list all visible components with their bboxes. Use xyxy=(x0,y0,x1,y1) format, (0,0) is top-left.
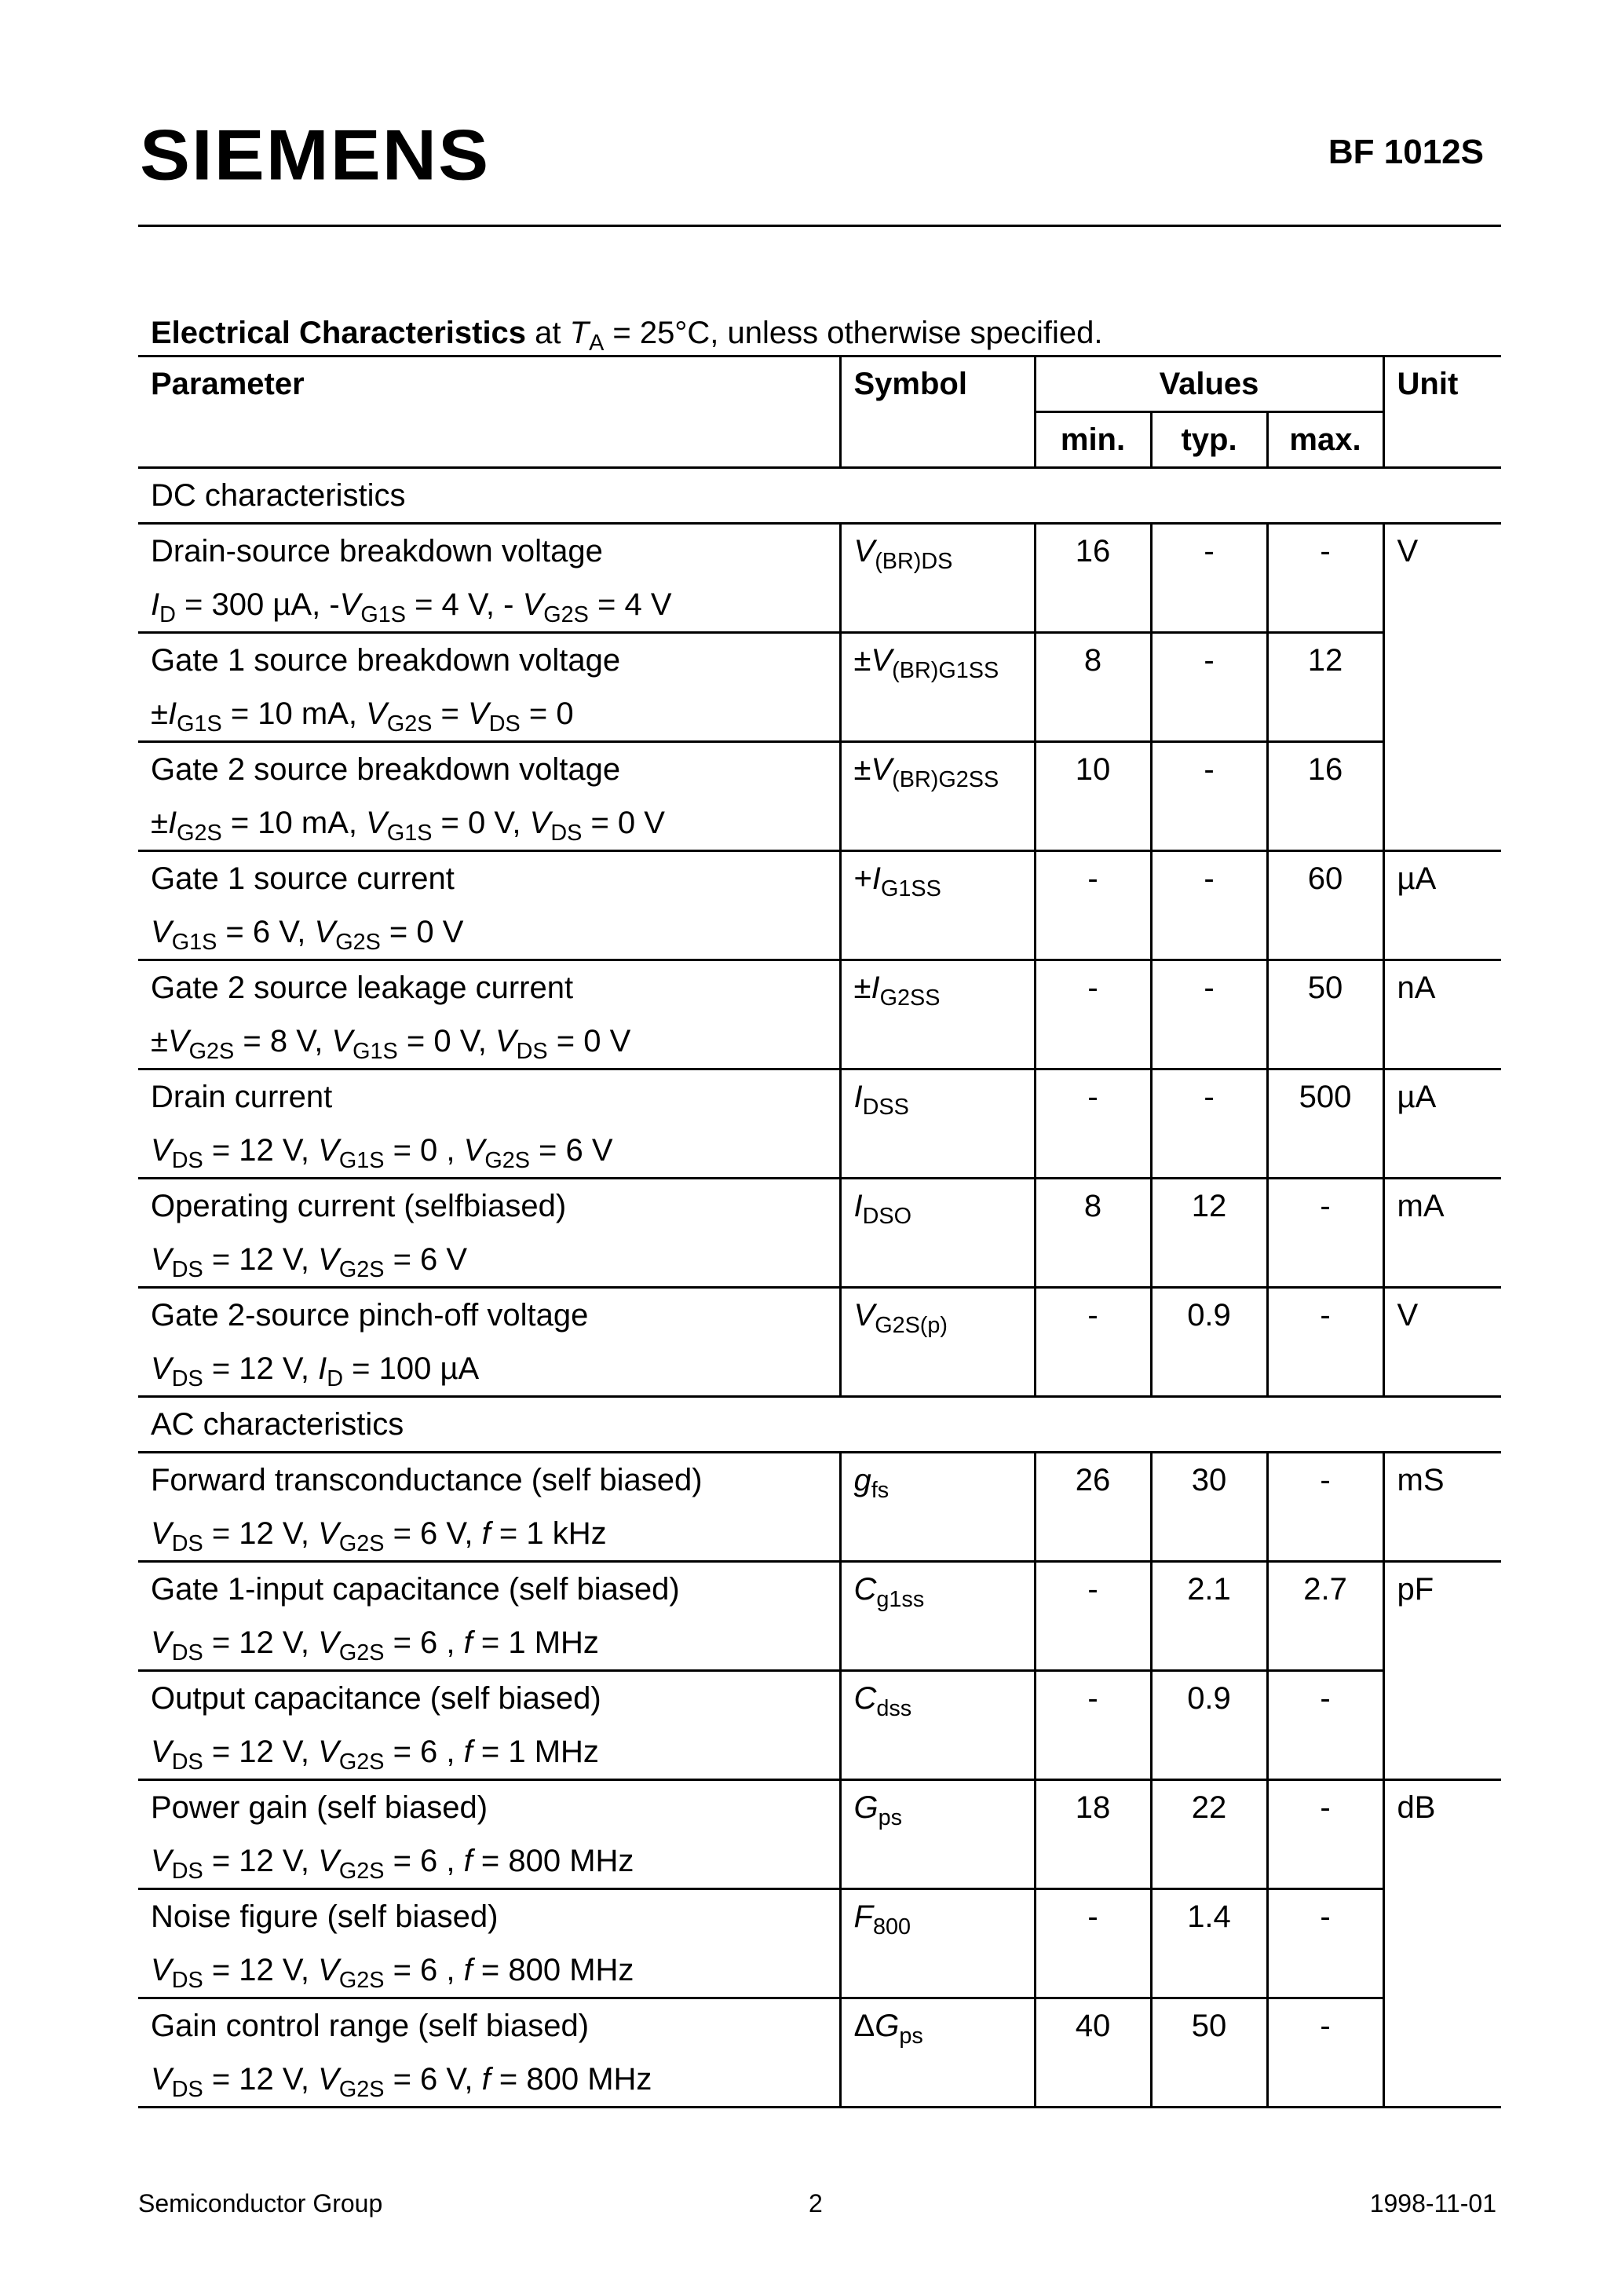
unit-cell: µA xyxy=(1383,851,1501,960)
parameter-conditions: $V_{DS} = 12$ V, $V_{G2S} = 6$ V xyxy=(151,1242,468,1283)
footer-date: 1998-11-01 xyxy=(1369,2189,1496,2217)
section-title: AC characteristics xyxy=(138,1397,1501,1453)
typ-value: 22 xyxy=(1151,1780,1267,1889)
table-row xyxy=(138,1288,1501,1397)
symbol-cell: $C_{g1ss}$ xyxy=(840,1562,1035,1671)
parameter-cell xyxy=(138,1069,840,1179)
caption-bold: Electrical Characteristics xyxy=(151,316,527,350)
parameter-conditions: $\pm I_{G1S} = 10$ mA, $V_{G2S} = V_{DS} = 0$ xyxy=(151,696,574,737)
parameter-cell xyxy=(138,1998,840,2108)
max-value: - xyxy=(1267,1998,1383,2108)
parameter-name: Gain control range (self biased) xyxy=(151,2009,590,2043)
parameter-name: Operating current (selfbiased) xyxy=(151,1189,567,1223)
table-row xyxy=(138,524,1501,633)
parameter-name: Power gain (self biased) xyxy=(151,1790,488,1825)
parameter-name: Output capacitance (self biased) xyxy=(151,1681,601,1716)
min-value: - xyxy=(1035,1069,1151,1179)
col-header-symbol: Symbol xyxy=(840,356,1035,468)
typ-value: - xyxy=(1151,742,1267,851)
typ-value: 2.1 xyxy=(1151,1562,1267,1671)
symbol-cell: $\pm I_{G2SS}$ xyxy=(840,960,1035,1069)
parameter-name: Drain current xyxy=(151,1080,333,1114)
symbol-cell: $g_{fs}$ xyxy=(840,1453,1035,1562)
max-value: - xyxy=(1267,1288,1383,1397)
min-value: - xyxy=(1035,1889,1151,1998)
parameter-cell xyxy=(138,1288,840,1397)
max-value: 50 xyxy=(1267,960,1383,1069)
max-value: 2.7 xyxy=(1267,1562,1383,1671)
parameter-cell xyxy=(138,1671,840,1780)
unit-cell: pF xyxy=(1383,1562,1501,1671)
parameter-cell xyxy=(138,1780,840,1889)
typ-value: - xyxy=(1151,1069,1267,1179)
document-id: BF 1012S xyxy=(1328,133,1484,171)
table-row xyxy=(138,960,1501,1069)
max-value: 12 xyxy=(1267,633,1383,742)
table-row xyxy=(138,851,1501,960)
parameter-cell xyxy=(138,851,840,960)
max-value: - xyxy=(1267,1671,1383,1780)
symbol-cell: $V_{(BR)DS}$ xyxy=(840,524,1035,633)
max-value: 16 xyxy=(1267,742,1383,851)
unit-cell xyxy=(1383,633,1501,742)
parameter-conditions: $\pm V_{G2S} = 8$ V, $V_{G1S} = 0$ V, $V_{DS} = 0$ V xyxy=(151,1024,631,1065)
parameter-conditions: $V_{G1S} = 6$ V, $V_{G2S} = 0$ V xyxy=(151,915,464,956)
max-value: - xyxy=(1267,524,1383,633)
max-value: - xyxy=(1267,1780,1383,1889)
typ-value: 0.9 xyxy=(1151,1671,1267,1780)
unit-cell: µA xyxy=(1383,1069,1501,1179)
parameter-cell xyxy=(138,1562,840,1671)
table-row xyxy=(138,1069,1501,1179)
parameter-cell xyxy=(138,742,840,851)
unit-cell xyxy=(1383,742,1501,851)
min-value: 26 xyxy=(1035,1453,1151,1562)
col-header-max: max. xyxy=(1267,412,1383,468)
max-value: 60 xyxy=(1267,851,1383,960)
table-row xyxy=(138,1671,1501,1780)
parameter-name: Gate 2 source leakage current xyxy=(151,971,574,1005)
caption-rest: = 25°C, unless otherwise specified. xyxy=(604,316,1103,350)
min-value: - xyxy=(1035,1562,1151,1671)
parameter-conditions: $V_{DS} = 12$ V, $V_{G1S} = 0$ , $V_{G2S} = 6$ V xyxy=(151,1133,613,1174)
symbol-cell: $+I_{G1SS}$ xyxy=(840,851,1035,960)
section-title: DC characteristics xyxy=(138,468,1501,524)
typ-value: 0.9 xyxy=(1151,1288,1267,1397)
symbol-cell: $\Delta G_{ps}$ xyxy=(840,1998,1035,2108)
caption-sub: A xyxy=(589,331,605,356)
footer-left: Semiconductor Group xyxy=(138,2189,383,2217)
table-row xyxy=(138,1453,1501,1562)
min-value: 8 xyxy=(1035,1179,1151,1288)
parameter-conditions: $V_{DS} = 12$ V, $V_{G2S} = 6$ , f = 1 MHz xyxy=(151,1625,599,1666)
col-header-values: Values xyxy=(1035,356,1383,412)
min-value: - xyxy=(1035,1288,1151,1397)
electrical-characteristics-table xyxy=(138,355,1501,2108)
min-value: - xyxy=(1035,1671,1151,1780)
symbol-cell: $I_{DSS}$ xyxy=(840,1069,1035,1179)
parameter-conditions: $V_{DS} = 12$ V, $V_{G2S} = 6$ V, f = 1 kHz xyxy=(151,1516,607,1557)
parameter-name: Noise figure (self biased) xyxy=(151,1899,499,1934)
section-row xyxy=(138,1397,1501,1453)
parameter-name: Gate 1 source breakdown voltage xyxy=(151,643,621,678)
unit-cell xyxy=(1383,1998,1501,2108)
col-header-min: min. xyxy=(1035,412,1151,468)
parameter-name: Gate 1 source current xyxy=(151,861,455,896)
caption-at: at xyxy=(526,316,570,350)
caption-symbol: T xyxy=(569,316,590,350)
parameter-cell xyxy=(138,960,840,1069)
symbol-cell: $V_{G2S(p)}$ xyxy=(840,1288,1035,1397)
symbol-cell: $I_{DSO}$ xyxy=(840,1179,1035,1288)
col-header-unit: Unit xyxy=(1383,356,1501,468)
unit-cell: V xyxy=(1383,1288,1501,1397)
table-row xyxy=(138,1889,1501,1998)
parameter-cell xyxy=(138,1889,840,1998)
table-row xyxy=(138,1998,1501,2108)
min-value: - xyxy=(1035,960,1151,1069)
col-header-typ: typ. xyxy=(1151,412,1267,468)
table-caption xyxy=(151,314,1103,356)
min-value: 10 xyxy=(1035,742,1151,851)
unit-cell: mS xyxy=(1383,1453,1501,1562)
unit-cell xyxy=(1383,1889,1501,1998)
table-row xyxy=(138,742,1501,851)
min-value: 8 xyxy=(1035,633,1151,742)
typ-value: - xyxy=(1151,960,1267,1069)
parameter-conditions: $V_{DS} = 12$ V, $V_{G2S} = 6$ , f = 800 MHz xyxy=(151,1953,634,1994)
max-value: 500 xyxy=(1267,1069,1383,1179)
unit-cell: V xyxy=(1383,524,1501,633)
typ-value: 12 xyxy=(1151,1179,1267,1288)
parameter-cell xyxy=(138,1453,840,1562)
table-row xyxy=(138,633,1501,742)
col-header-parameter: Parameter xyxy=(138,356,840,468)
parameter-name: Gate 2 source breakdown voltage xyxy=(151,752,621,787)
table-row xyxy=(138,1179,1501,1288)
typ-value: 1.4 xyxy=(1151,1889,1267,1998)
symbol-cell: $G_{ps}$ xyxy=(840,1780,1035,1889)
unit-cell xyxy=(1383,1671,1501,1780)
parameter-conditions: $V_{DS} = 12$ V, $I_D = 100$ µA xyxy=(151,1351,480,1392)
siemens-logo: SIEMENS xyxy=(140,115,491,196)
section-row xyxy=(138,468,1501,524)
parameter-conditions: $V_{DS} = 12$ V, $V_{G2S} = 6$ , f = 1 MHz xyxy=(151,1735,599,1775)
page-number: 2 xyxy=(809,2189,823,2217)
unit-cell: dB xyxy=(1383,1780,1501,1889)
parameter-name: Forward transconductance (self biased) xyxy=(151,1463,703,1497)
max-value: - xyxy=(1267,1453,1383,1562)
parameter-cell xyxy=(138,1179,840,1288)
typ-value: - xyxy=(1151,851,1267,960)
parameter-name: Gate 2-source pinch-off voltage xyxy=(151,1298,589,1333)
symbol-cell: $C_{dss}$ xyxy=(840,1671,1035,1780)
typ-value: 50 xyxy=(1151,1998,1267,2108)
unit-cell: nA xyxy=(1383,960,1501,1069)
max-value: - xyxy=(1267,1889,1383,1998)
parameter-conditions: $V_{DS} = 12$ V, $V_{G2S} = 6$ , f = 800 MHz xyxy=(151,1844,634,1885)
parameter-cell xyxy=(138,633,840,742)
table-row xyxy=(138,1780,1501,1889)
parameter-conditions: $V_{DS} = 12$ V, $V_{G2S} = 6$ V, f = 800 MHz xyxy=(151,2062,652,2103)
symbol-cell: $\pm V_{(BR)G2SS}$ xyxy=(840,742,1035,851)
max-value: - xyxy=(1267,1179,1383,1288)
parameter-name: Gate 1-input capacitance (self biased) xyxy=(151,1572,680,1607)
parameter-conditions: $\pm I_{G2S} = 10$ mA, $V_{G1S} = 0$ V, $V_{DS} = 0$ V xyxy=(151,806,665,846)
table-row xyxy=(138,1562,1501,1671)
min-value: 40 xyxy=(1035,1998,1151,2108)
symbol-cell: $\pm V_{(BR)G1SS}$ xyxy=(840,633,1035,742)
typ-value: 30 xyxy=(1151,1453,1267,1562)
typ-value: - xyxy=(1151,633,1267,742)
header-rule xyxy=(138,225,1501,227)
typ-value: - xyxy=(1151,524,1267,633)
parameter-name: Drain-source breakdown voltage xyxy=(151,534,603,569)
symbol-cell: $F_{800}$ xyxy=(840,1889,1035,1998)
parameter-conditions: $I_D = 300$ µA, $-V_{G1S} = 4$ V, - $V_{G2S} = 4$ V xyxy=(151,587,672,628)
unit-cell: mA xyxy=(1383,1179,1501,1288)
min-value: 16 xyxy=(1035,524,1151,633)
parameter-cell xyxy=(138,524,840,633)
table-body xyxy=(138,468,1501,2108)
min-value: - xyxy=(1035,851,1151,960)
min-value: 18 xyxy=(1035,1780,1151,1889)
